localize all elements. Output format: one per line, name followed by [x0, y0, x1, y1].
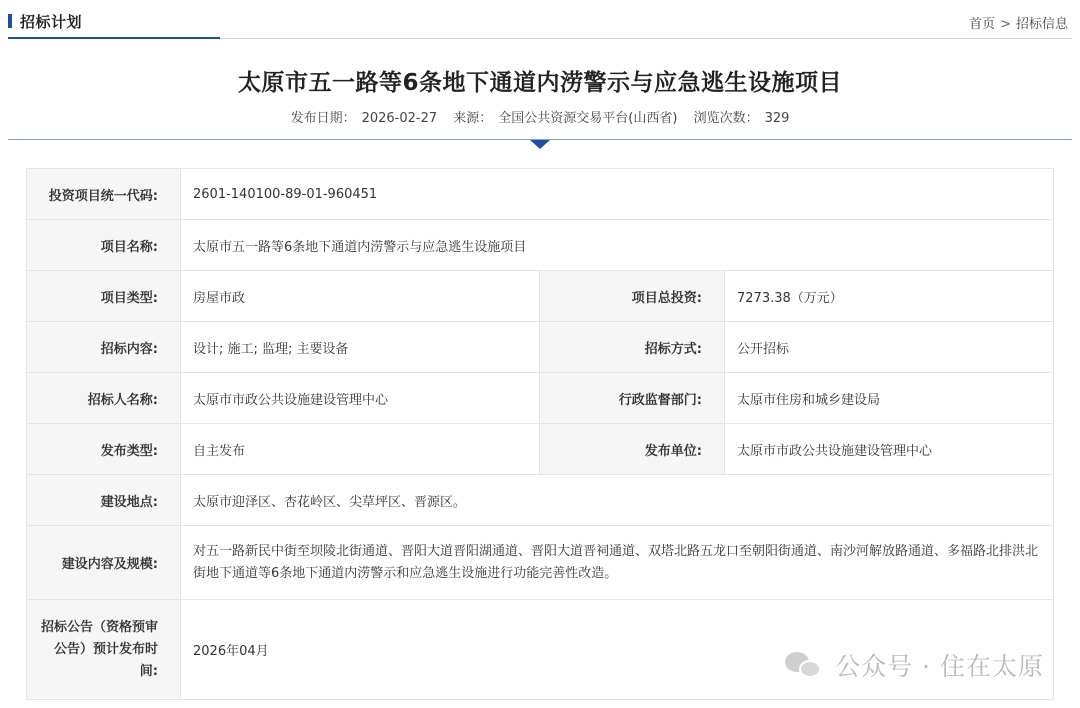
breadcrumb-current-link[interactable]: 招标信息: [1015, 17, 1068, 32]
tender-content-label: 招标内容:: [27, 322, 181, 373]
source-label: 来源：: [453, 111, 493, 126]
table-row: [27, 373, 1054, 424]
publisher-label: 发布单位:: [540, 424, 725, 475]
code-label: 投资项目统一代码:: [27, 169, 181, 220]
top-bar: [0, 0, 1080, 42]
project-name-value: 太原市五一路等6条地下通道内涝警示与应急逃生设施项目: [181, 220, 1054, 271]
publish-type-label: 发布类型:: [27, 424, 181, 475]
tenderer-value: 太原市市政公共设施建设管理中心: [181, 373, 540, 424]
watermark: [785, 648, 1044, 682]
table-row: [27, 271, 1054, 322]
view-count: [691, 111, 793, 126]
breadcrumb-separator: >: [1000, 17, 1011, 32]
supervisor-value: 太原市住房和城乡建设局: [725, 373, 1054, 424]
code-value: 2601-140100-89-01-960451: [181, 169, 1054, 220]
watermark-text: 公众号 · 住在太原: [835, 652, 1044, 681]
total-investment-label: 项目总投资:: [540, 271, 725, 322]
table-row: [27, 169, 1054, 220]
table-row: [27, 526, 1054, 600]
publish-date: [288, 111, 441, 126]
view-count-value: 329: [764, 111, 790, 126]
publish-type-value: 自主发布: [181, 424, 540, 475]
breadcrumb: [969, 13, 1068, 32]
breadcrumb-home-link[interactable]: 首页: [969, 17, 996, 32]
scope-label: 建设内容及规模:: [27, 526, 181, 600]
supervisor-label: 行政监督部门:: [540, 373, 725, 424]
article-meta: [0, 107, 1080, 126]
location-label: 建设地点:: [27, 475, 181, 526]
table-row: [27, 220, 1054, 271]
table-row: [27, 475, 1054, 526]
project-info-table: [26, 168, 1054, 700]
wechat-icon: [785, 648, 825, 682]
section-marker: [8, 14, 12, 28]
publish-date-value: 2026-02-27: [361, 111, 438, 126]
location-value: 太原市迎泽区、杏花岭区、尖草坪区、晋源区。: [181, 475, 1054, 526]
notice-time-value: 2026年04月: [181, 600, 1054, 700]
publish-date-label: 发布日期：: [290, 111, 356, 126]
tender-method-value: 公开招标: [725, 322, 1054, 373]
header-rule-accent: [8, 37, 220, 39]
total-investment-value: 7273.38（万元）: [725, 271, 1054, 322]
project-type-label: 项目类型:: [27, 271, 181, 322]
page-title: 太原市五一路等6条地下通道内涝警示与应急逃生设施项目: [237, 70, 842, 96]
tender-content-value: 设计; 施工; 监理; 主要设备: [181, 322, 540, 373]
view-count-label: 浏览次数：: [693, 111, 759, 126]
scope-value: 对五一路新民中街至坝陵北街通道、晋阳大道晋阳湖通道、晋阳大道晋祠通道、双塔北路五龙口至朝阳街通道、南沙河解放路通道、多福路北排洪北街地下通道等6条地下通道内涝警示和应急逃生设施进行功能完善性改造。: [181, 526, 1054, 600]
project-type-value: 房屋市政: [181, 271, 540, 322]
project-name-label: 项目名称:: [27, 220, 181, 271]
notice-time-label: 招标公告（资格预审公告）预计发布时间:: [27, 600, 181, 700]
tenderer-label: 招标人名称:: [27, 373, 181, 424]
source: [450, 111, 680, 126]
table-row: [27, 424, 1054, 475]
section-title: 招标计划: [20, 13, 83, 31]
publisher-value: 太原市市政公共设施建设管理中心: [725, 424, 1054, 475]
source-value: 全国公共资源交易平台(山西省): [498, 111, 678, 126]
table-row: [27, 322, 1054, 373]
tender-method-label: 招标方式:: [540, 322, 725, 373]
caret-down-icon: [530, 140, 550, 149]
